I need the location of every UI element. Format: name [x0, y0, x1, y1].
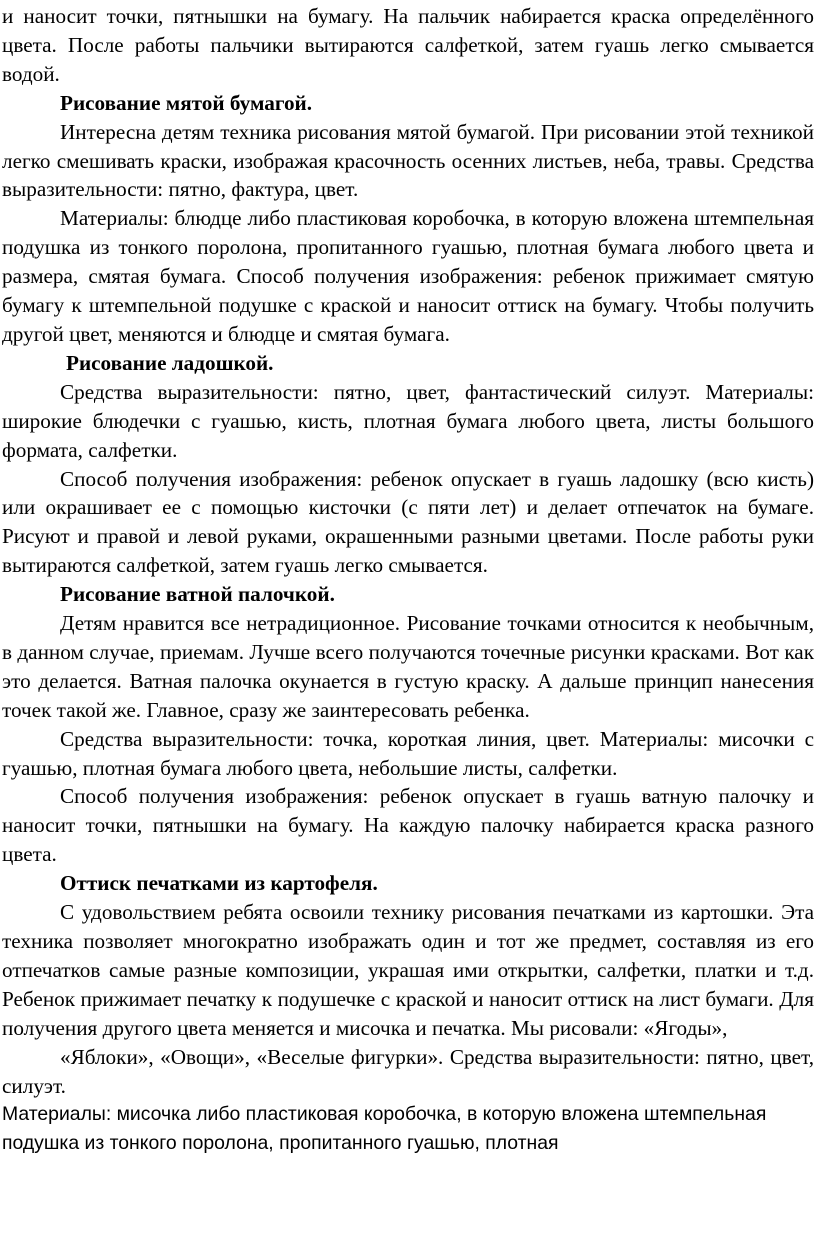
paragraph-finger-painting-end: и наносит точки, пятнышки на бумагу. На пальчик набирается краска определённого цвета. После работы пальчики вытираются салфеткой, затем гуашь легко смывается водой.	[2, 4, 814, 86]
paragraph-cotton-swab-method: Способ получения изображения: ребенок опускает в гуашь ватную палочку и наносит точки, пятнышки на бумагу. На каждую палочку набирается краска разного цвета.	[2, 784, 814, 867]
heading-cotton-swab: Рисование ватной палочкой.	[60, 582, 335, 607]
paragraph-cotton-swab-materials: Средства выразительности: точка, короткая линия, цвет. Материалы: мисочки с гуашью, плотная бумага любого цвета, небольшие листы, салфетки.	[2, 726, 814, 780]
paragraph-potato-stamps-themes: «Яблоки», «Овощи», «Веселые фигурки». Средства выразительности: пятно, цвет, силуэт.	[2, 1044, 814, 1098]
paragraph-crumpled-paper-intro: Интересна детям техника рисования мятой бумагой. При рисовании этой техникой легко смешивать краски, изображая красочность осенних листьев, неба, травы. Средства выразительности: пятно, фактура, цвет.	[2, 119, 814, 202]
paragraph-crumpled-paper-materials: Материалы: блюдце либо пластиковая коробочка, в которую вложена штемпельная подушка из тонкого поролона, пропитанного гуашью, плотная бумага любого цвета и размера, смятая бумага. Способ получения изображения: ребенок прижимает смятую бумагу к штемпельной подушке с краской и наносит оттиск на бумагу. Чтобы получить другой цвет, меняются и блюдце и смятая бумага.	[2, 206, 814, 346]
heading-crumpled-paper: Рисование мятой бумагой.	[60, 90, 313, 115]
paragraph-palm-materials: Средства выразительности: пятно, цвет, фантастический силуэт. Материалы: широкие блюдечки с гуашью, кисть, плотная бумага любого цвета, листы большого формата, салфетки.	[2, 379, 814, 462]
paragraph-potato-stamps-intro: С удовольствием ребята освоили технику рисования печатками из картошки. Эта техника позволяет многократно изображать один и тот же предмет, составляя из его отпечатков самые разные композиции, украшая ими открытки, салфетки, платки и т.д. Ребенок прижимает печатку к подушечке с краской и наносит оттиск на лист бумаги. Для получения другого цвета меняется и мисочка и печатка. Мы рисовали: «Ягоды»,	[2, 900, 814, 1040]
paragraph-cotton-swab-intro: Детям нравится все нетрадиционное. Рисование точками относится к необычным, в данном случае, приемам. Лучше всего получаются точечные рисунки красками. Вот как это делается. Ватная палочка окунается в густую краску. А дальше принцип нанесения точек такой же. Главное, сразу же заинтересовать ребенка.	[2, 611, 814, 722]
heading-potato-stamps: Оттиск печатками из картофеля.	[60, 871, 378, 896]
heading-palm-painting: Рисование ладошкой.	[66, 350, 274, 375]
paragraph-potato-stamps-materials: Материалы: мисочка либо пластиковая коробочка, в которую вложена штемпельная подушка из тонкого поролона, пропитанного гуашью, плотная	[2, 1103, 767, 1155]
paragraph-palm-method: Способ получения изображения: ребенок опускает в гуашь ладошку (всю кисть) или окрашивает ее с помощью кисточки (с пяти лет) и делает отпечаток на бумаге. Рисуют и правой и левой руками, окрашенными разными цветами. После работы руки вытираются салфеткой, затем гуашь легко смывается.	[2, 466, 814, 578]
